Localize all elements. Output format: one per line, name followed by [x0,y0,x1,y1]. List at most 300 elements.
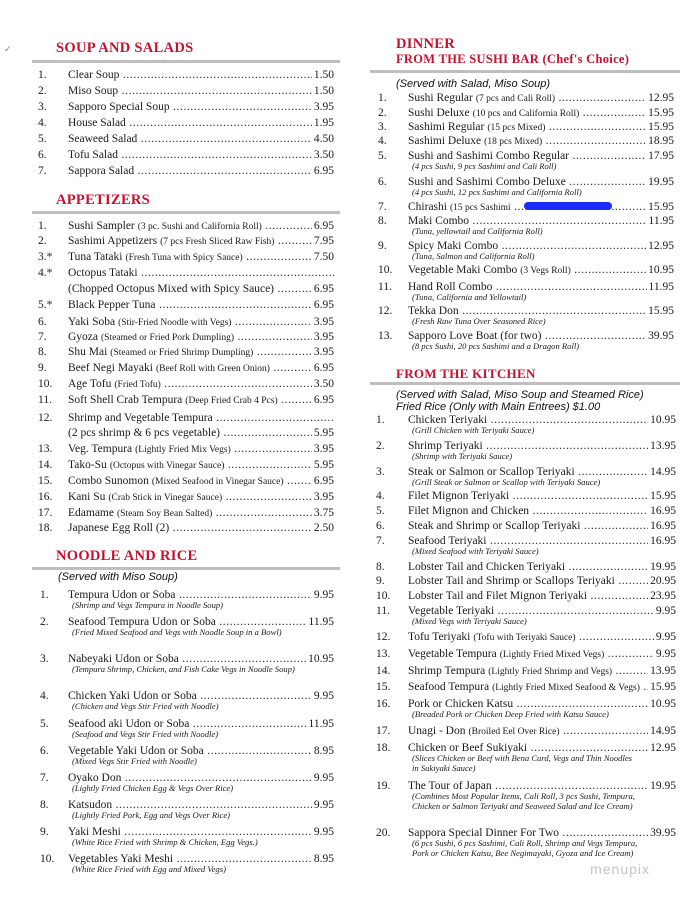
item-description: (4 pcs Sushi, 9 pcs Sashimi and Cali Roll) [412,161,557,171]
item-name-text: Maki Combo [408,215,470,227]
item-description: (Fresh Raw Tuna Over Seasoned Rice) [412,316,546,326]
menu-item [32,133,334,145]
item-price: 6.95 [313,475,334,487]
item-name-text: Unagi - Don [408,725,466,737]
menu-item [32,235,334,247]
item-name-text: (2 pcs shrimp & 6 pcs vegetable) [68,427,221,439]
item-description: (Mixed Seafood with Teriyaki Sauce) [412,546,539,556]
item-name-text: Oyako Don [68,772,122,784]
item-number: 11. [38,394,52,406]
item-number: 8. [376,561,385,573]
item-number: 2. [38,85,47,97]
item-description: (Shrimp and Vegs Tempura in Noodle Soup) [72,600,224,610]
kitchen-bar [370,382,680,385]
item-number: 6. [38,149,47,161]
item-note: (Crab Stick in Vinegar Sauce) [108,493,223,503]
item-description: (Mixed Vegs Stir Fried with Noodle) [72,756,197,766]
item-number: 11. [376,605,390,617]
item-number: 18. [38,522,53,534]
item-number: 5. [376,505,385,517]
item-number: 14. [376,665,391,677]
item-name [408,121,674,134]
item-note: (3 pc. Sushi and California Roll) [137,222,262,232]
menu-item [32,149,334,161]
item-note: (Lightly Fried Mixed Vegs) [499,650,605,660]
item-name [408,631,676,644]
item-price: 19.95 [650,561,676,573]
soup-bar [32,60,340,63]
menu-item [32,394,334,406]
item-price: 3.50 [313,378,334,390]
item-name-text: (Chopped Octopus Mixed with Spicy Sauce) [68,283,275,295]
item-name-text: Filet Mignon Teriyaki [408,490,510,502]
item-description: (White Rice Fried with Egg and Mixed Vegs) [72,864,226,874]
item-name-text: Sashimi Regular [408,121,485,133]
redaction-mark [524,202,612,210]
item-name [408,490,676,502]
item-name [68,283,334,295]
item-note: (Stir-Fried Noodle with Vegs) [118,318,232,328]
item-price: 3.50 [313,149,334,161]
item-number: 7. [376,535,385,547]
item-number: 15. [376,681,391,693]
item-name-text: Steak or Salmon or Scallop Teriyaki [408,466,575,478]
item-name-text: Seafood Tempura Udon or Soba [68,616,216,628]
item-name-text: Soft Shell Crab Tempura [68,394,183,406]
item-price: 11.95 [308,616,334,628]
menu-item [370,681,676,693]
item-description: (Mixed Vegs with Teriyaki Sauce) [412,616,527,626]
item-number: 13. [378,330,393,342]
menu-item [32,522,334,534]
item-name [408,135,674,148]
item-price: 6.95 [313,220,334,232]
item-name-text: Sashimi Appetizers [68,235,158,247]
item-name [68,491,334,504]
item-number: 8. [40,799,49,811]
corner-mark: ✓ [4,44,12,54]
item-price: 1.95 [313,117,334,129]
dinner-title: DINNER [396,36,455,52]
item-name [68,427,334,439]
item-description: (Seafood and Vegs Stir Fried with Noodle) [72,729,219,739]
item-note: (7 pcs Fresh Sliced Raw Fish) [160,237,275,247]
sushi-bar [370,70,680,73]
menu-item [370,201,674,213]
noodle-bar [32,567,340,570]
item-description: (Combines Most Popular Items, Cali Roll, 3 pcs Sushi, Tempura, Chicken or Salmon Teriyaki and Seaweed Salad and Ice Cream) [412,791,635,811]
item-name-text: Age Tofu [68,378,112,390]
item-number: 3. [376,466,385,478]
item-name-text: House Salad [68,117,126,129]
item-number: 4. [376,490,385,502]
menu-item [370,264,674,276]
item-name-text: Filet Mignon and Chicken [408,505,530,517]
item-description: (Grill Chicken with Teriyaki Sauce) [412,425,535,435]
item-name [68,69,334,81]
item-description: (White Rice Fried with Shrimp & Chicken, Egg Vegs.) [72,837,258,847]
item-price: 11.95 [648,215,674,227]
menu-item [370,575,676,587]
item-note: (18 pcs Mixed) [484,137,543,147]
item-price: 20.95 [650,575,676,587]
menu-item [32,299,334,311]
menu-item [32,331,334,343]
item-number: 3.* [38,251,53,263]
item-name-text: Tuna Tataki [68,251,123,263]
item-name [68,378,334,391]
item-name [68,133,334,145]
menupix-watermark: menupix [590,861,650,877]
menu-item [32,362,334,374]
noodle-subtitle: (Served with Miso Soup) [58,571,178,583]
item-price: 16.95 [650,505,676,517]
item-price: 19.95 [650,780,676,792]
item-number: 1. [378,92,387,104]
item-name-text: Shrimp and Vegetable Tempura [68,412,213,424]
item-number: 12. [376,631,391,643]
item-name-text: Veg. Tempura [68,443,133,455]
item-price: 6.95 [313,283,334,295]
item-name-text: Sushi and Sashimi Combo Regular [408,150,569,162]
item-number: 13. [376,648,391,660]
item-name-text: Beef Negi Mayaki [68,362,153,374]
item-price: 5.95 [313,459,334,471]
item-name-text: Sushi and Sashimi Combo Deluxe [408,176,566,188]
menu-item [32,117,334,129]
item-number: 9. [376,575,385,587]
item-description: (Grill Steak or Salmon or Scallop with Teriyaki Sauce) [412,477,601,487]
item-name [408,590,676,602]
menu-item [32,427,334,439]
item-number: 8. [38,346,47,358]
item-name-text: Sushi Deluxe [408,107,470,119]
item-price: 12.95 [650,742,676,754]
item-number: 9. [38,362,47,374]
item-name [68,85,334,97]
item-name-text: Seafood Teriyaki [408,535,487,547]
item-number: 7. [38,165,47,177]
item-price: 14.95 [650,725,676,737]
item-price: 1.50 [313,69,334,81]
item-price: 15.95 [650,490,676,502]
item-price: 9.95 [655,648,676,660]
item-number: 7. [40,772,49,784]
item-number: 14. [38,459,53,471]
item-name-text: Tofu Teriyaki [408,631,471,643]
item-price: 3.95 [313,491,334,503]
item-note: (Mixed Seafood in Vinegar Sauce) [151,477,284,487]
item-name-text: Vegetable Tempura [408,648,497,660]
item-name [68,362,334,375]
item-description: (Fried Mixed Seafood and Vegs with Noodle Soup in a Bowl) [72,627,282,637]
item-name-text: Shrimp Tempura [408,665,486,677]
item-description: (Breaded Pork or Chicken Deep Fried with Katsu Sauce) [412,709,609,719]
item-name-text: Sashimi Deluxe [408,135,482,147]
item-name [68,316,334,329]
item-price: 13.95 [650,440,676,452]
item-price: 10.95 [308,653,334,665]
item-price: 10.95 [650,698,676,710]
menu-item [370,107,674,119]
menu-item [370,92,674,104]
item-number: 12. [378,305,393,317]
item-description: (Slices Chicken or Beef with Bena Curd, Vegs and Thin Noodles in Sukiyaki Sauce) [412,753,632,773]
item-number: 7. [378,201,387,213]
item-price: 6.95 [313,165,334,177]
item-name-text: Nabeyaki Udon or Soba [68,653,179,665]
item-number: 1. [40,589,49,601]
item-name-text: Tempura Udon or Soba [68,589,176,601]
item-number: 4.* [38,267,53,279]
item-name-text: Vegetable Teriyaki [408,605,495,617]
item-number: 4. [38,117,47,129]
item-price: 7.95 [313,235,334,247]
item-name-text: Octopus Tataki [68,267,138,279]
item-name-text: Seafood aki Udon or Soba [68,718,190,730]
item-name-text: Miso Soup [68,85,119,97]
item-price: 10.95 [648,264,674,276]
item-name [408,575,676,587]
item-price: 6.95 [313,394,334,406]
item-name [408,107,674,120]
item-name [68,117,334,129]
item-name-text: Sushi Sampler [68,220,135,232]
item-name [68,507,334,520]
item-price: 18.95 [648,135,674,147]
item-note: (Broiled Eel Over Rice) [468,727,560,737]
item-name-text: Sushi Regular [408,92,473,104]
item-number: 10. [376,590,391,602]
item-number: 17. [376,725,391,737]
item-name-text: Chirashi [408,201,447,213]
item-name-text: Chicken Teriyaki [408,414,488,426]
item-note: (Fried Tofu) [114,380,161,390]
item-name-text: Sappora Salad [68,165,135,177]
item-name-text: Combo Sunomon [68,475,149,487]
item-name-text: Sapporo Special Soup [68,101,170,113]
item-description: (8 pcs Sushi, 20 pcs Sashimi and a Dragon Roll) [412,341,580,351]
item-price: 6.95 [313,299,334,311]
item-price: 39.95 [650,827,676,839]
item-name-text: Vegetable Maki Combo [408,264,518,276]
item-note: (Deep Fried Crab 4 Pcs) [185,396,278,406]
item-number: 16. [38,491,53,503]
item-price: 19.95 [648,176,674,188]
item-number: 15. [38,475,53,487]
item-price: 10.95 [650,414,676,426]
item-number: 1. [38,220,47,232]
item-name-text: Sapporo Love Boat (for two) [408,330,542,342]
kitchen-title: FROM THE KITCHEN [396,366,536,381]
item-note: (Lightly Fried Shrimp and Vegs) [488,667,613,677]
item-price: 15.95 [648,121,674,133]
item-name [408,725,676,738]
item-price: 3.95 [313,316,334,328]
item-note: (15 pcs Mixed) [487,123,546,133]
item-note: (Steamed or Fried Shrimp Dumpling) [110,348,254,358]
item-description: (Lightly Fried Pork, Egg and Vegs Over Rice) [72,810,230,820]
item-price: 3.75 [313,507,334,519]
item-name [408,92,674,105]
item-number: 7. [38,331,47,343]
item-number: 16. [376,698,391,710]
sushi-bar-title: FROM THE SUSHI BAR (Chef's Choice) [396,52,630,66]
item-name [408,520,676,532]
item-name-text: Steak and Shrimp or Scallop Teriyaki [408,520,581,532]
item-price: 39.95 [648,330,674,342]
item-number: 6. [38,316,47,328]
item-price: 12.95 [648,92,674,104]
item-name [68,149,334,161]
item-price: 3.95 [313,346,334,358]
item-number: 9. [40,826,49,838]
item-number: 2. [378,107,387,119]
item-price: 11.95 [308,718,334,730]
item-price: 9.95 [655,631,676,643]
item-number: 19. [376,780,391,792]
item-note: (Lightly Fried Mix Vegs) [135,445,231,455]
item-number: 2. [38,235,47,247]
item-description: (Tempura Shrimp, Chicken, and Fish Cake Vegs in Noodle Soup) [72,664,295,674]
item-name [408,681,676,694]
menu-item [32,459,334,471]
item-name-text: Shrimp Teriyaki [408,440,483,452]
item-name-text: Hand Roll Combo [408,281,493,293]
menu-item [32,378,334,390]
item-name-text: Lobster Tail and Shrimp or Scallops Teriyaki [408,575,615,587]
item-price: 3.95 [313,443,334,455]
menu-item [32,69,334,81]
menu-item [32,507,334,519]
item-number: 10. [40,853,55,865]
item-number: 1. [38,69,47,81]
item-price: 16.95 [650,520,676,532]
menu-item [32,251,334,263]
item-number: 3. [40,653,49,665]
item-price: 14.95 [650,466,676,478]
item-description: (Tuna, California and Yellowtail) [412,292,527,302]
item-name-text: Yaki Meshi [68,826,121,838]
item-name [68,251,334,264]
item-description: (Chicken and Vegs Stir Fried with Noodle) [72,701,219,711]
menu-item [32,316,334,328]
item-name [68,459,334,472]
item-price: 15.95 [650,681,676,693]
item-name [68,412,334,424]
item-name-text: Tofu Salad [68,149,118,161]
menu-item [370,135,674,147]
item-price: 23.95 [650,590,676,602]
item-name-text: Vegetable Yaki Udon or Soba [68,745,204,757]
item-number: 11. [378,281,392,293]
item-number: 18. [376,742,391,754]
item-number: 20. [376,827,391,839]
item-number: 6. [376,520,385,532]
item-price: 11.95 [648,281,674,293]
item-price: 3.95 [313,331,334,343]
item-price: 17.95 [648,150,674,162]
item-name [408,561,676,573]
item-name-text: Kani Su [68,491,106,503]
kitchen-fried-rice-note: Fried Rice (Only with Main Entrees) $1.00 [396,401,601,413]
item-number: 9. [378,240,387,252]
menu-item [370,665,676,677]
menu-item [32,346,334,358]
item-name-text: Chicken or Beef Sukiyaki [408,742,528,754]
item-name-text: Lobster Tail and Chicken Teriyaki [408,561,566,573]
item-name-text: Pork or Chicken Katsu [408,698,514,710]
item-name [68,101,334,113]
item-price: 12.95 [648,240,674,252]
item-name-text: Clear Soup [68,69,120,81]
item-number: 4. [378,135,387,147]
item-description: (Tuna, Salmon and California Roll) [412,251,535,261]
menu-item [32,101,334,113]
menu-item [370,631,676,643]
item-name [408,264,674,277]
item-name-text: Black Pepper Tuna [68,299,156,311]
item-number: 3. [38,101,47,113]
item-price: 1.50 [313,85,334,97]
item-number: 10. [378,264,393,276]
item-price: 15.95 [648,107,674,119]
item-price: 9.95 [655,605,676,617]
item-description: (Tuna, yellowtail and California Roll) [412,226,543,236]
kitchen-subtitle: (Served with Salad, Miso Soup and Steamed Rice) [396,389,644,401]
item-name [408,665,676,678]
item-price: 7.50 [313,251,334,263]
soup-title: SOUP AND SALADS [56,40,194,56]
item-name [68,394,334,407]
item-name [68,443,334,456]
item-price: 8.95 [313,745,334,757]
item-note: (3 Vegs Roll) [520,266,571,276]
item-price: 4.50 [313,133,334,145]
item-note: (7 pcs and Cali Roll) [475,94,556,104]
item-price: 16.95 [650,535,676,547]
item-description: (Lightly Fried Chicken Egg & Vegs Over Rice) [72,783,234,793]
item-name [68,220,334,233]
item-number: 5. [40,718,49,730]
item-number: 10. [38,378,53,390]
item-number: 5.* [38,299,53,311]
menu-item [32,491,334,503]
item-price: 15.95 [648,305,674,317]
item-number: 2. [376,440,385,452]
item-price: 9.95 [313,589,334,601]
menu-item [32,283,334,295]
item-note: (Steam Soy Bean Salted) [116,509,213,519]
item-description: (4 pcs Sushi, 12 pcs Sashimi and California Roll) [412,187,582,197]
menu-item [370,520,676,532]
item-name-text: Edamame [68,507,114,519]
item-name-text: Gyoza [68,331,99,343]
menu-item [370,490,676,502]
menu-item [32,475,334,487]
item-note: (Octopus with Vinegar Sauce) [109,461,225,471]
item-price: 8.95 [313,853,334,865]
item-name [68,299,334,311]
item-price: 5.95 [313,427,334,439]
item-price: 13.95 [650,665,676,677]
item-number: 5. [38,133,47,145]
item-name-text: Lobster Tail and Filet Mignon Teriyaki [408,590,588,602]
item-price: 9.95 [313,826,334,838]
item-number: 2. [40,616,49,628]
item-name [408,648,676,661]
item-name [68,267,334,279]
